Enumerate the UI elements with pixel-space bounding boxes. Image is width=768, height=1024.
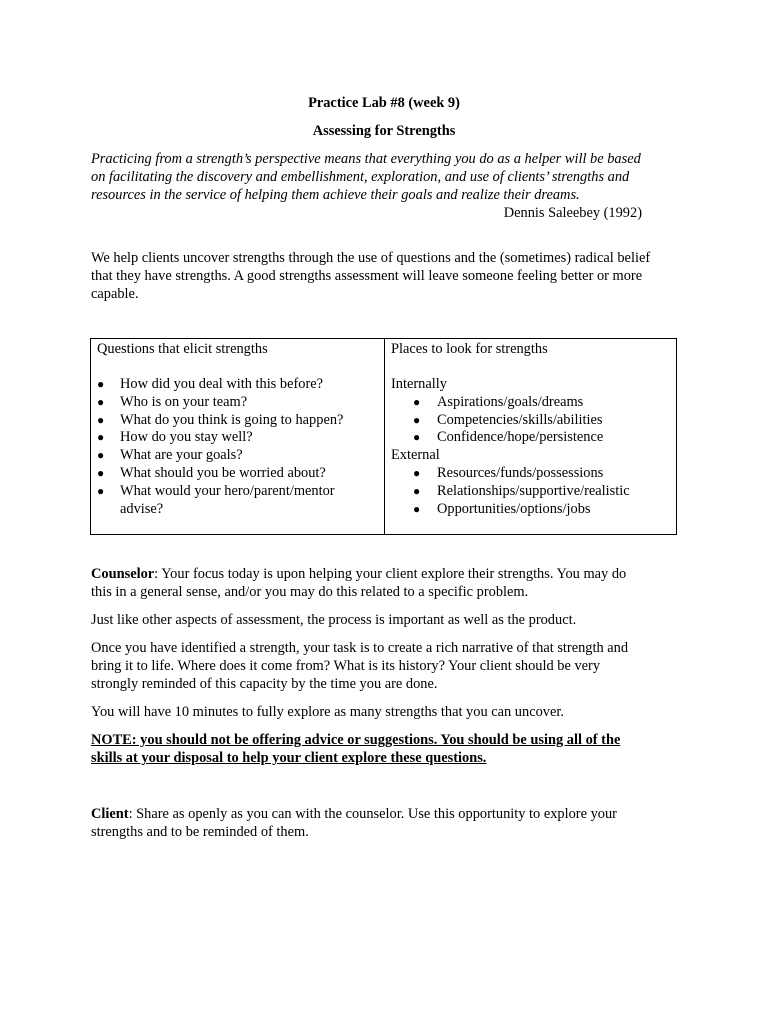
list-item bbox=[97, 376, 381, 394]
note-line: NOTE: you should not be offering advice or suggestions. You should be using all of the bbox=[91, 732, 621, 748]
bullet-icon: ● bbox=[97, 430, 105, 445]
list-item bbox=[97, 447, 381, 465]
note-line: skills at your disposal to help your client explore these questions. bbox=[91, 750, 487, 767]
place-text: Relationships/supportive/realistic bbox=[437, 482, 630, 499]
client-paragraph bbox=[91, 805, 691, 841]
places-column bbox=[391, 340, 671, 518]
list-item bbox=[391, 394, 671, 412]
client-text: : Share as openly as you can with the counselor. Use this opportunity to explore your bbox=[128, 806, 617, 822]
assessment-paragraph: Just like other aspects of assessment, the process is important as well as the product. bbox=[91, 612, 577, 628]
bullet-icon: ● bbox=[413, 430, 421, 445]
bullet-icon: ● bbox=[413, 394, 421, 409]
narrative-paragraph bbox=[91, 639, 691, 694]
client-label: Client bbox=[91, 806, 129, 822]
bullet-icon: ● bbox=[97, 377, 105, 391]
list-item bbox=[391, 465, 671, 483]
bullet-icon: ● bbox=[97, 412, 105, 427]
counselor-paragraph bbox=[91, 565, 691, 601]
paragraph-line: We help clients uncover strengths through the use of questions and the (sometimes) radical belief bbox=[91, 250, 651, 266]
counselor-label: Counselor bbox=[91, 566, 155, 582]
question-text: What would your hero/parent/mentor bbox=[120, 482, 335, 499]
place-text: Competencies/skills/abilities bbox=[437, 411, 603, 428]
bullet-icon: ● bbox=[413, 465, 421, 480]
list-item-continuation bbox=[97, 501, 381, 519]
quote-line: Practicing from a strength’s perspective means that everything you do as a helper will be based bbox=[91, 151, 641, 167]
page-title: Practice Lab #8 (week 9) bbox=[308, 95, 460, 111]
table-column-divider bbox=[384, 339, 385, 534]
epigraph-quote bbox=[91, 150, 681, 205]
list-item bbox=[97, 465, 381, 483]
places-header: Places to look for strengths bbox=[391, 341, 548, 357]
place-text: Confidence/hope/persistence bbox=[437, 429, 604, 446]
paragraph-line bbox=[91, 805, 691, 823]
question-text: How did you deal with this before? bbox=[120, 376, 324, 392]
place-text: Resources/funds/possessions bbox=[437, 464, 604, 481]
list-item bbox=[97, 412, 381, 430]
question-text: What do you think is going to happen? bbox=[120, 411, 344, 428]
list-item bbox=[391, 501, 671, 519]
list-item bbox=[97, 429, 381, 447]
counselor-text: : Your focus today is upon helping your client explore their strengths. You may do bbox=[154, 566, 627, 582]
note-paragraph bbox=[91, 731, 691, 767]
paragraph-line: that they have strengths. A good strengths assessment will leave someone feeling better or more bbox=[91, 268, 643, 285]
bullet-icon: ● bbox=[413, 483, 421, 498]
quote-line: on facilitating the discovery and embellishment, exploration, and use of clients’ strengths and bbox=[91, 169, 630, 186]
paragraph-line bbox=[91, 565, 691, 583]
page-subtitle: Assessing for Strengths bbox=[312, 123, 456, 139]
question-text: What should you be worried about? bbox=[120, 464, 326, 481]
external-list bbox=[391, 465, 671, 518]
paragraph-line: strengths and to be reminded of them. bbox=[91, 824, 309, 841]
paragraph-line: Once you have identified a strength, your task is to create a rich narrative of that strength and bbox=[91, 640, 629, 656]
internal-group-label: Internally bbox=[391, 376, 447, 392]
external-group-label: External bbox=[391, 447, 440, 464]
paragraph-line: capable. bbox=[91, 286, 139, 303]
paragraph-line: this in a general sense, and/or you may do this related to a specific problem. bbox=[91, 584, 529, 601]
bullet-icon: ● bbox=[97, 448, 105, 463]
time-limit-paragraph: You will have 10 minutes to fully explore as many strengths that you can uncover. bbox=[91, 704, 564, 720]
intro-paragraph bbox=[91, 249, 691, 304]
question-text: What are your goals? bbox=[120, 447, 243, 464]
list-item bbox=[97, 394, 381, 412]
questions-list bbox=[97, 376, 381, 518]
questions-header: Questions that elicit strengths bbox=[97, 341, 268, 357]
paragraph-line: strongly reminded of this capacity by the time you are done. bbox=[91, 676, 438, 693]
question-text: How do you stay well? bbox=[120, 429, 253, 446]
place-text: Aspirations/goals/dreams bbox=[437, 393, 584, 410]
list-item bbox=[97, 483, 381, 501]
internal-list bbox=[391, 394, 671, 447]
list-item bbox=[391, 429, 671, 447]
list-item bbox=[391, 483, 671, 501]
paragraph-line: bring it to life. Where does it come from? What is its history? Your client should be very bbox=[91, 658, 601, 675]
questions-column bbox=[97, 340, 381, 518]
quote-line: resources in the service of helping them achieve their goals and realize their dreams. bbox=[91, 187, 580, 204]
bullet-icon: ● bbox=[97, 394, 105, 409]
quote-attribution: Dennis Saleebey (1992) bbox=[503, 205, 642, 221]
bullet-icon: ● bbox=[413, 412, 421, 427]
bullet-icon: ● bbox=[97, 465, 105, 480]
place-text: Opportunities/options/jobs bbox=[437, 500, 591, 517]
question-text: advise? bbox=[120, 500, 164, 517]
bullet-icon: ● bbox=[413, 501, 421, 516]
list-item bbox=[391, 412, 671, 430]
strengths-table bbox=[90, 338, 677, 535]
question-text: Who is on your team? bbox=[120, 393, 248, 410]
bullet-icon: ● bbox=[97, 483, 105, 498]
